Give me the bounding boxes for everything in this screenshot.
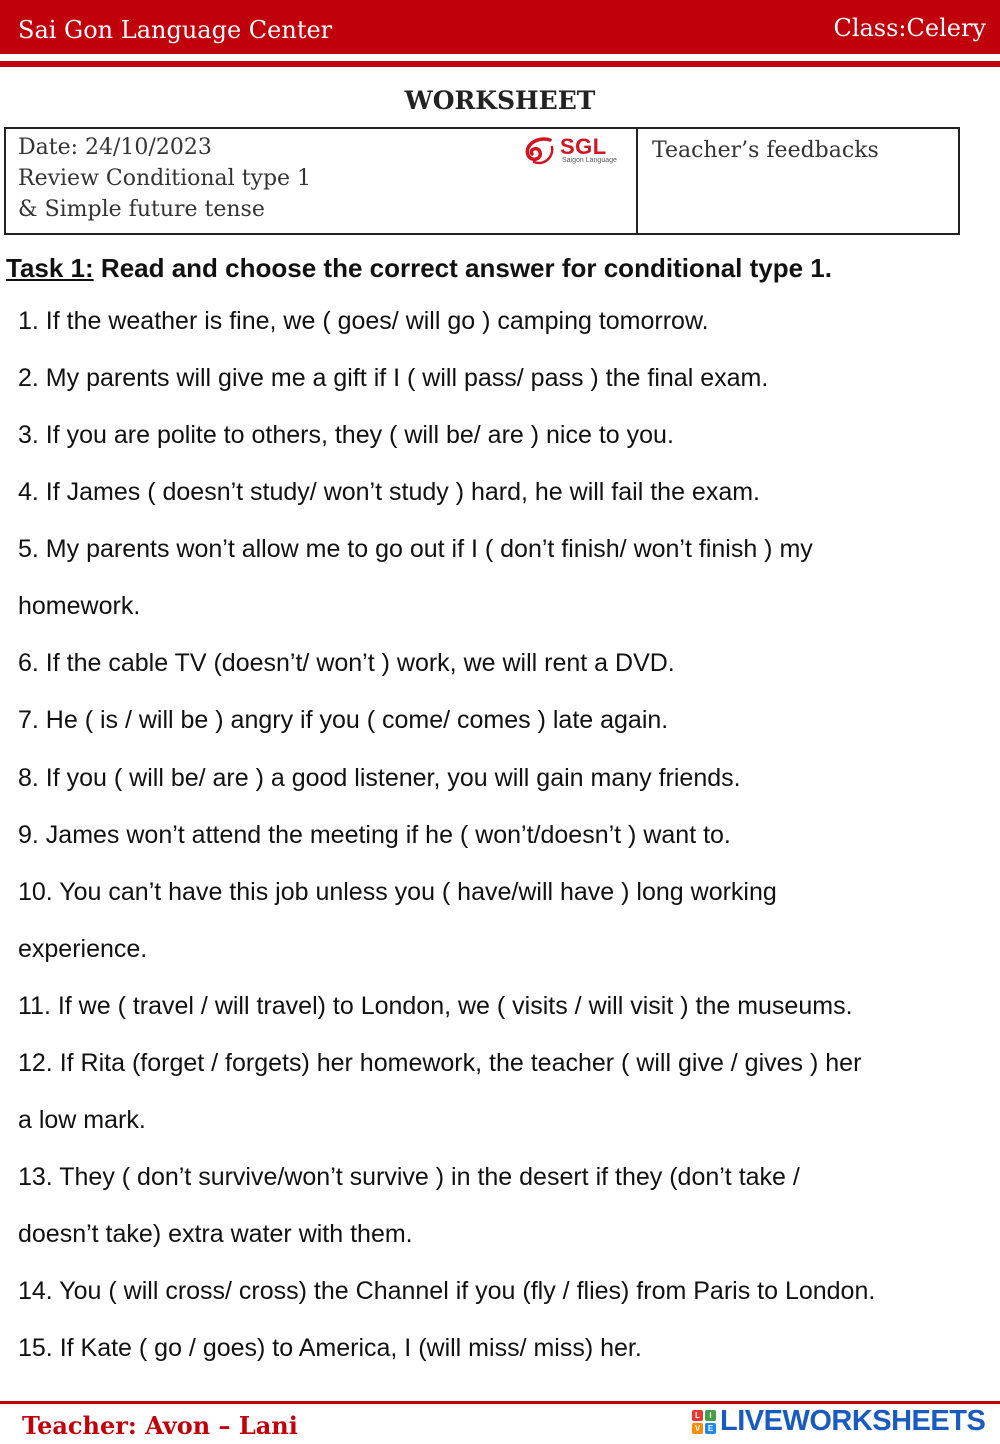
question-line: 4. If James ( doesn’t study/ won’t study ) hard, he will fail the exam. bbox=[18, 478, 760, 506]
question-line: 7. He ( is / will be ) angry if you ( come/ comes ) late again. bbox=[18, 706, 669, 734]
question-line: 13. They ( don’t survive/won’t survive ) in the desert if they (don’t take / bbox=[18, 1163, 800, 1191]
grid-cell: L bbox=[692, 1410, 703, 1421]
question-line: 14. You ( will cross/ cross) the Channel if you (fly / flies) from Paris to London. bbox=[18, 1277, 876, 1305]
date-line: Date: 24/10/2023 bbox=[18, 135, 212, 160]
liveworksheets-brand: LIVEWORKSHEETS bbox=[720, 1405, 986, 1437]
task-label: Task 1: bbox=[6, 253, 94, 283]
question-list bbox=[18, 300, 1000, 1384]
task-instruction: Read and choose the correct answer for conditional type 1. bbox=[93, 253, 832, 283]
liveworksheets-grid-icon bbox=[692, 1410, 716, 1434]
question-line: 12. If Rita (forget / forgets) her homework, the teacher ( will give / gives ) her bbox=[18, 1049, 862, 1077]
question-line: 1. If the weather is fine, we ( goes/ will go ) camping tomorrow. bbox=[18, 307, 709, 335]
header-bar bbox=[0, 0, 1000, 54]
liveworksheets-logo bbox=[692, 1405, 992, 1441]
question-line: 3. If you are polite to others, they ( will be/ are ) nice to you. bbox=[18, 421, 674, 449]
feedback-label: Teacher’s feedbacks bbox=[652, 138, 879, 163]
header-divider bbox=[0, 61, 1000, 67]
sgl-logo bbox=[520, 135, 620, 165]
topic-line-2: & Simple future tense bbox=[18, 197, 265, 222]
logo-subtext: Saigon Language bbox=[562, 157, 617, 164]
question-line: 8. If you ( will be/ are ) a good listener, you will gain many friends. bbox=[18, 764, 741, 792]
question-line: experience. bbox=[18, 935, 148, 963]
topic-line-1: Review Conditional type 1 bbox=[18, 166, 312, 191]
grid-cell: V bbox=[692, 1423, 703, 1434]
question-line: 15. If Kate ( go / goes) to America, I (will miss/ miss) her. bbox=[18, 1334, 642, 1362]
question-line: 11. If we ( travel / will travel) to London, we ( visits / will visit ) the museums. bbox=[18, 992, 853, 1020]
question-line: 10. You can’t have this job unless you ( have/will have ) long working bbox=[18, 878, 777, 906]
teacher-credit: Teacher: Avon – Lani bbox=[22, 1411, 298, 1440]
question-line: 9. James won’t attend the meeting if he ( won’t/doesn’t ) want to. bbox=[18, 821, 731, 849]
question-line: a low mark. bbox=[18, 1106, 146, 1134]
grid-cell: I bbox=[705, 1410, 716, 1421]
question-line: 6. If the cable TV (doesn’t/ won’t ) work, we will rent a DVD. bbox=[18, 649, 675, 677]
grid-cell: E bbox=[705, 1423, 716, 1434]
task-title bbox=[6, 253, 832, 284]
sgl-swirl-icon bbox=[520, 135, 558, 167]
question-line: homework. bbox=[18, 592, 141, 620]
center-name: Sai Gon Language Center bbox=[18, 16, 333, 44]
worksheet-title: WORKSHEET bbox=[404, 86, 596, 115]
feedback-box bbox=[636, 127, 960, 235]
question-line: doesn’t take) extra water with them. bbox=[18, 1220, 413, 1248]
question-line: 5. My parents won’t allow me to go out if I ( don’t finish/ won’t finish ) my bbox=[18, 535, 813, 563]
question-line: 2. My parents will give me a gift if I ( will pass/ pass ) the final exam. bbox=[18, 364, 769, 392]
logo-text: SGL bbox=[560, 134, 607, 159]
info-box bbox=[4, 127, 638, 235]
class-label: Class:Celery bbox=[833, 14, 986, 42]
footer-divider bbox=[0, 1401, 1000, 1404]
